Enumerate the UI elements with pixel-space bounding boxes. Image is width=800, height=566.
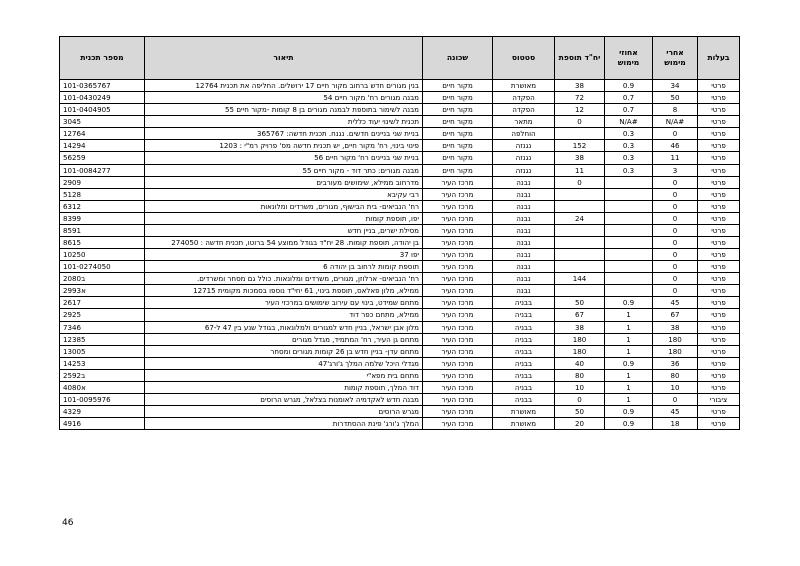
cell-description: מתחם גן העיר, רח' המתמיד, מגדל מגורים [145, 333, 423, 345]
cell-description: מגדלי היכל שלמה המלך ג'ורג'47 [145, 357, 423, 369]
cell-status: בבניה [493, 394, 555, 406]
cell-description: רח' הנביאים- ארלוזן, מגורים, משרדים ומלונאות. כולל גם מסחר ומשרדים. [145, 273, 423, 285]
cell-neighborhood: מרכז העיר [423, 285, 493, 297]
cell-added-units [555, 128, 605, 140]
cell-status: נבנה [493, 249, 555, 261]
cell-realization-rate: 1 [605, 321, 653, 333]
cell-status: מאושרת [493, 406, 555, 418]
cell-plan-number: ב2080 [60, 273, 145, 285]
cell-description: מבנה מגורים רח' מקור חיים 54 [145, 92, 423, 104]
cell-after-realization: 0 [653, 188, 698, 200]
cell-ownership: פרטי [698, 116, 740, 128]
cell-after-realization: 180 [653, 345, 698, 357]
cell-description: רבי עקיבא [145, 188, 423, 200]
cell-status: נבנה [493, 224, 555, 236]
table-row [60, 164, 740, 176]
cell-status: בבניה [493, 297, 555, 309]
cell-description: תכנית לשינוי יעוד כללית [145, 116, 423, 128]
cell-neighborhood: מרכז העיר [423, 200, 493, 212]
cell-status: הוחלפה [493, 128, 555, 140]
cell-added-units: 24 [555, 212, 605, 224]
cell-plan-number: 13005 [60, 345, 145, 357]
table-row [60, 237, 740, 249]
table-row [60, 369, 740, 381]
cell-realization-rate [605, 212, 653, 224]
cell-added-units [555, 249, 605, 261]
cell-neighborhood: מרכז העיר [423, 345, 493, 357]
cell-realization-rate [605, 285, 653, 297]
cell-added-units: 180 [555, 345, 605, 357]
cell-plan-number: 7346 [60, 321, 145, 333]
cell-realization-rate [605, 261, 653, 273]
cell-description: פינוי בינוי, רח' מקור חיים, יש תכנית חדשה מס' פרויק רמ"י : 1203 [145, 140, 423, 152]
column-header-ownership: בעלות [698, 37, 740, 80]
cell-plan-number: 3045 [60, 116, 145, 128]
cell-neighborhood: מקור חיים [423, 104, 493, 116]
cell-description: בניית שני בניינים חדשים. נגנח. תכנית חדשה: 365767 [145, 128, 423, 140]
cell-realization-rate: 0.9 [605, 418, 653, 430]
cell-added-units: 12 [555, 104, 605, 116]
cell-after-realization: 67 [653, 309, 698, 321]
cell-after-realization: 0 [653, 176, 698, 188]
cell-realization-rate: 1 [605, 394, 653, 406]
cell-neighborhood: מרכז העיר [423, 297, 493, 309]
cell-ownership: פרטי [698, 321, 740, 333]
column-header-plan-number: מספר תכנית [60, 37, 145, 80]
cell-plan-number: 2909 [60, 176, 145, 188]
table-row [60, 80, 740, 92]
cell-status: נבנה [493, 285, 555, 297]
cell-ownership: פרטי [698, 285, 740, 297]
cell-neighborhood: מרכז העיר [423, 394, 493, 406]
column-header-neighborhood: שכונה [423, 37, 493, 80]
cell-neighborhood: מקור חיים [423, 80, 493, 92]
cell-status: נגנזה [493, 152, 555, 164]
cell-after-realization: 45 [653, 406, 698, 418]
table-row [60, 212, 740, 224]
cell-plan-number: 12385 [60, 333, 145, 345]
cell-after-realization: 0 [653, 285, 698, 297]
cell-status: מאושרת [493, 80, 555, 92]
table-row [60, 273, 740, 285]
cell-ownership: פרטי [698, 224, 740, 236]
table-row [60, 116, 740, 128]
cell-neighborhood: מרכז העיר [423, 212, 493, 224]
cell-added-units: 50 [555, 406, 605, 418]
cell-status: בבניה [493, 321, 555, 333]
cell-ownership: פרטי [698, 297, 740, 309]
cell-realization-rate [605, 176, 653, 188]
cell-description: יפו, תוספת קומות [145, 212, 423, 224]
cell-ownership: פרטי [698, 261, 740, 273]
cell-status: בבניה [493, 381, 555, 393]
cell-realization-rate: 1 [605, 345, 653, 357]
page-number: 46 [62, 518, 74, 528]
cell-neighborhood: מקור חיים [423, 164, 493, 176]
cell-ownership: פרטי [698, 369, 740, 381]
cell-status: נגנזה [493, 164, 555, 176]
cell-ownership: פרטי [698, 80, 740, 92]
cell-description: מבנה לשימור בתוספת לבמנה מגורים בן 8 קומות -מקור חיים 55 [145, 104, 423, 116]
cell-description: מלון אבן ישראל, בניין חדש למגורים ולמלונאות, בגודל שנע בין 47 ל-67 [145, 321, 423, 333]
table-row [60, 297, 740, 309]
cell-plan-number: ב2592 [60, 369, 145, 381]
cell-neighborhood: מרכז העיר [423, 309, 493, 321]
cell-added-units [555, 200, 605, 212]
cell-plan-number: 101-0430249 [60, 92, 145, 104]
cell-ownership: פרטי [698, 104, 740, 116]
cell-status: בבניה [493, 369, 555, 381]
cell-neighborhood: מקור חיים [423, 140, 493, 152]
table-row [60, 261, 740, 273]
cell-added-units: 0 [555, 394, 605, 406]
cell-ownership: פרטי [698, 212, 740, 224]
cell-status: נבנה [493, 261, 555, 273]
cell-plan-number: 14294 [60, 140, 145, 152]
cell-after-realization: 0 [653, 249, 698, 261]
cell-description: מבנה חדש לאקדמיה לאומנות בצלאל, מגרש הרוסים [145, 394, 423, 406]
cell-realization-rate: 0.7 [605, 104, 653, 116]
cell-realization-rate: 0.9 [605, 357, 653, 369]
cell-description: המלך ג'ורג' פינת ההסתדרות [145, 418, 423, 430]
cell-after-realization: 0 [653, 273, 698, 285]
cell-plan-number: 12764 [60, 128, 145, 140]
planning-table [59, 36, 740, 430]
cell-added-units: 152 [555, 140, 605, 152]
cell-realization-rate: 1 [605, 381, 653, 393]
cell-neighborhood: מרכז העיר [423, 369, 493, 381]
column-header-description: תיאור [145, 37, 423, 80]
cell-added-units [555, 188, 605, 200]
cell-after-realization: 38 [653, 321, 698, 333]
column-header-realization-rate: אחוזי מימוש [605, 37, 653, 80]
cell-status: נבנה [493, 237, 555, 249]
cell-after-realization: 80 [653, 369, 698, 381]
cell-ownership: פרטי [698, 188, 740, 200]
cell-after-realization: 10 [653, 381, 698, 393]
cell-after-realization: 0 [653, 212, 698, 224]
table-row [60, 152, 740, 164]
table-row [60, 345, 740, 357]
cell-plan-number: 6312 [60, 200, 145, 212]
cell-after-realization: 8 [653, 104, 698, 116]
cell-ownership: פרטי [698, 164, 740, 176]
cell-plan-number: 8615 [60, 237, 145, 249]
cell-neighborhood: מרכז העיר [423, 406, 493, 418]
cell-after-realization: 0 [653, 261, 698, 273]
cell-realization-rate: 0.9 [605, 406, 653, 418]
cell-realization-rate [605, 273, 653, 285]
cell-plan-number: 4329 [60, 406, 145, 418]
cell-realization-rate [605, 224, 653, 236]
cell-plan-number: 2925 [60, 309, 145, 321]
cell-ownership: פרטי [698, 200, 740, 212]
cell-after-realization: 34 [653, 80, 698, 92]
table-row [60, 333, 740, 345]
cell-description: ממילא, מלון פאלאס, תוספת בינוי, 61 יחי"ד נוספו בסמכות מקומית 12715 [145, 285, 423, 297]
cell-neighborhood: מקור חיים [423, 116, 493, 128]
cell-status: מתאר [493, 116, 555, 128]
cell-added-units: 40 [555, 357, 605, 369]
table-row [60, 224, 740, 236]
cell-description: רח' הנביאים- בית הבישוף, מגורים, משרדים ומלונאות [145, 200, 423, 212]
cell-realization-rate [605, 249, 653, 261]
cell-after-realization: #N/A [653, 116, 698, 128]
table-row [60, 418, 740, 430]
cell-added-units: 38 [555, 321, 605, 333]
cell-realization-rate: 0.9 [605, 297, 653, 309]
cell-added-units: 38 [555, 152, 605, 164]
cell-plan-number: 10250 [60, 249, 145, 261]
cell-added-units: 11 [555, 164, 605, 176]
cell-plan-number: א2993 [60, 285, 145, 297]
cell-realization-rate: 0.3 [605, 140, 653, 152]
cell-neighborhood: מקור חיים [423, 128, 493, 140]
cell-after-realization: 0 [653, 224, 698, 236]
cell-status: נבנה [493, 188, 555, 200]
table-row [60, 200, 740, 212]
table-header [60, 37, 740, 80]
cell-realization-rate: 1 [605, 309, 653, 321]
cell-plan-number: 56259 [60, 152, 145, 164]
table-row [60, 104, 740, 116]
cell-ownership: פרטי [698, 406, 740, 418]
cell-neighborhood: מקור חיים [423, 152, 493, 164]
cell-plan-number: 8399 [60, 212, 145, 224]
cell-plan-number: 14253 [60, 357, 145, 369]
cell-after-realization: 0 [653, 394, 698, 406]
cell-status: בבניה [493, 357, 555, 369]
cell-after-realization: 3 [653, 164, 698, 176]
cell-neighborhood: מרכז העיר [423, 381, 493, 393]
cell-ownership: פרטי [698, 152, 740, 164]
cell-after-realization: 45 [653, 297, 698, 309]
cell-neighborhood: מרכז העיר [423, 176, 493, 188]
table-row [60, 188, 740, 200]
cell-after-realization: 180 [653, 333, 698, 345]
cell-plan-number: 4916 [60, 418, 145, 430]
cell-realization-rate [605, 188, 653, 200]
cell-added-units: 10 [555, 381, 605, 393]
cell-description: בנין מגורים חדש ברחוב מקור חיים 17 ירושלים. החליפה את תכנית 12764 [145, 80, 423, 92]
cell-status: הפקדה [493, 92, 555, 104]
cell-realization-rate: #N/A [605, 116, 653, 128]
table-row [60, 176, 740, 188]
column-header-after-realization: אחרי מימוש [653, 37, 698, 80]
cell-realization-rate: 1 [605, 333, 653, 345]
table-row [60, 381, 740, 393]
cell-description: מתחם שמידט, בינוי עם עירוב שימושים במרכזי העיר [145, 297, 423, 309]
cell-description: מגרש הרוסים [145, 406, 423, 418]
cell-ownership: פרטי [698, 176, 740, 188]
cell-neighborhood: מרכז העיר [423, 188, 493, 200]
cell-added-units: 0 [555, 176, 605, 188]
cell-after-realization: 0 [653, 128, 698, 140]
cell-after-realization: 50 [653, 92, 698, 104]
cell-neighborhood: מרכז העיר [423, 418, 493, 430]
cell-neighborhood: מרכז העיר [423, 321, 493, 333]
cell-added-units: 180 [555, 333, 605, 345]
cell-ownership: פרטי [698, 333, 740, 345]
cell-after-realization: 0 [653, 200, 698, 212]
cell-realization-rate: 0.3 [605, 164, 653, 176]
table-row [60, 406, 740, 418]
cell-description: מבנה מגורים: כתר דוד - מקור חיים 55 [145, 164, 423, 176]
cell-status: בבניה [493, 309, 555, 321]
cell-description: יפו 37 [145, 249, 423, 261]
cell-added-units: 72 [555, 92, 605, 104]
cell-plan-number: 101-0404905 [60, 104, 145, 116]
cell-ownership: פרטי [698, 140, 740, 152]
cell-ownership: פרטי [698, 381, 740, 393]
cell-neighborhood: מרכז העיר [423, 333, 493, 345]
table-row [60, 309, 740, 321]
cell-ownership: פרטי [698, 92, 740, 104]
column-header-status: סטטוס [493, 37, 555, 80]
cell-ownership: פרטי [698, 249, 740, 261]
cell-added-units [555, 237, 605, 249]
table-row [60, 249, 740, 261]
cell-realization-rate: 0.7 [605, 92, 653, 104]
cell-plan-number: 101-0084277 [60, 164, 145, 176]
cell-neighborhood: מרכז העיר [423, 261, 493, 273]
table-body [60, 80, 740, 430]
cell-ownership: פרטי [698, 357, 740, 369]
cell-description: מתחם עדן- בניין חדש בן 26 קומות מגורים ומסחר [145, 345, 423, 357]
table-row [60, 357, 740, 369]
cell-added-units: 80 [555, 369, 605, 381]
cell-plan-number: 8591 [60, 224, 145, 236]
table-row [60, 92, 740, 104]
cell-status: נבנה [493, 273, 555, 285]
cell-added-units [555, 224, 605, 236]
cell-description: מתחם בית מפא"י [145, 369, 423, 381]
cell-ownership: פרטי [698, 237, 740, 249]
cell-realization-rate [605, 237, 653, 249]
cell-added-units: 144 [555, 273, 605, 285]
cell-plan-number: 101-0095976 [60, 394, 145, 406]
cell-ownership: ציבורי [698, 394, 740, 406]
cell-neighborhood: מרכז העיר [423, 224, 493, 236]
cell-status: בבניה [493, 345, 555, 357]
cell-realization-rate: 0.9 [605, 80, 653, 92]
cell-neighborhood: מרכז העיר [423, 237, 493, 249]
cell-ownership: פרטי [698, 128, 740, 140]
cell-neighborhood: מרכז העיר [423, 273, 493, 285]
cell-status: הפקדה [493, 104, 555, 116]
table-row [60, 285, 740, 297]
cell-ownership: פרטי [698, 345, 740, 357]
cell-after-realization: 36 [653, 357, 698, 369]
cell-status: מאושרת [493, 418, 555, 430]
cell-added-units: 0 [555, 116, 605, 128]
cell-neighborhood: מרכז העיר [423, 249, 493, 261]
cell-status: נבנה [493, 176, 555, 188]
cell-after-realization: 46 [653, 140, 698, 152]
cell-realization-rate [605, 200, 653, 212]
cell-status: נבנה [493, 200, 555, 212]
table-row [60, 394, 740, 406]
cell-description: תוספת קומות לרחוב בן יהודה 6 [145, 261, 423, 273]
cell-realization-rate: 0.3 [605, 128, 653, 140]
cell-plan-number: 5128 [60, 188, 145, 200]
cell-realization-rate: 0.3 [605, 152, 653, 164]
cell-added-units: 50 [555, 297, 605, 309]
table-row [60, 321, 740, 333]
cell-added-units: 20 [555, 418, 605, 430]
cell-plan-number: 101-0274050 [60, 261, 145, 273]
cell-status: נבנה [493, 212, 555, 224]
table-row [60, 128, 740, 140]
cell-description: בניית שני בניינים רח' מקור חיים 56 [145, 152, 423, 164]
cell-description: דוד המלך, תוספת קומות [145, 381, 423, 393]
cell-added-units [555, 261, 605, 273]
cell-after-realization: 11 [653, 152, 698, 164]
cell-added-units [555, 285, 605, 297]
cell-plan-number: א4080 [60, 381, 145, 393]
cell-neighborhood: מרכז העיר [423, 357, 493, 369]
cell-description: בן יהודה, תוספת קומות. 28 יח"ד בגודל ממוצע 54 ברוטו, תכנית חדשה : 274050 [145, 237, 423, 249]
cell-added-units: 67 [555, 309, 605, 321]
cell-description: ממילא, מתחם כפר דוד [145, 309, 423, 321]
table-row [60, 140, 740, 152]
cell-realization-rate: 1 [605, 369, 653, 381]
cell-after-realization: 0 [653, 237, 698, 249]
cell-status: בבניה [493, 333, 555, 345]
cell-plan-number: 101-0365767 [60, 80, 145, 92]
cell-ownership: פרטי [698, 309, 740, 321]
cell-ownership: פרטי [698, 273, 740, 285]
cell-after-realization: 18 [653, 418, 698, 430]
cell-ownership: פרטי [698, 418, 740, 430]
cell-description: מדרחוב ממילא, שימושים מעורבים [145, 176, 423, 188]
cell-neighborhood: מקור חיים [423, 92, 493, 104]
cell-description: מסילת ישרים, בניין חדש [145, 224, 423, 236]
table-header-row [60, 37, 740, 80]
cell-status: נגנזה [493, 140, 555, 152]
cell-added-units: 38 [555, 80, 605, 92]
cell-plan-number: 2617 [60, 297, 145, 309]
column-header-added-units: יח"ד תוספת [555, 37, 605, 80]
